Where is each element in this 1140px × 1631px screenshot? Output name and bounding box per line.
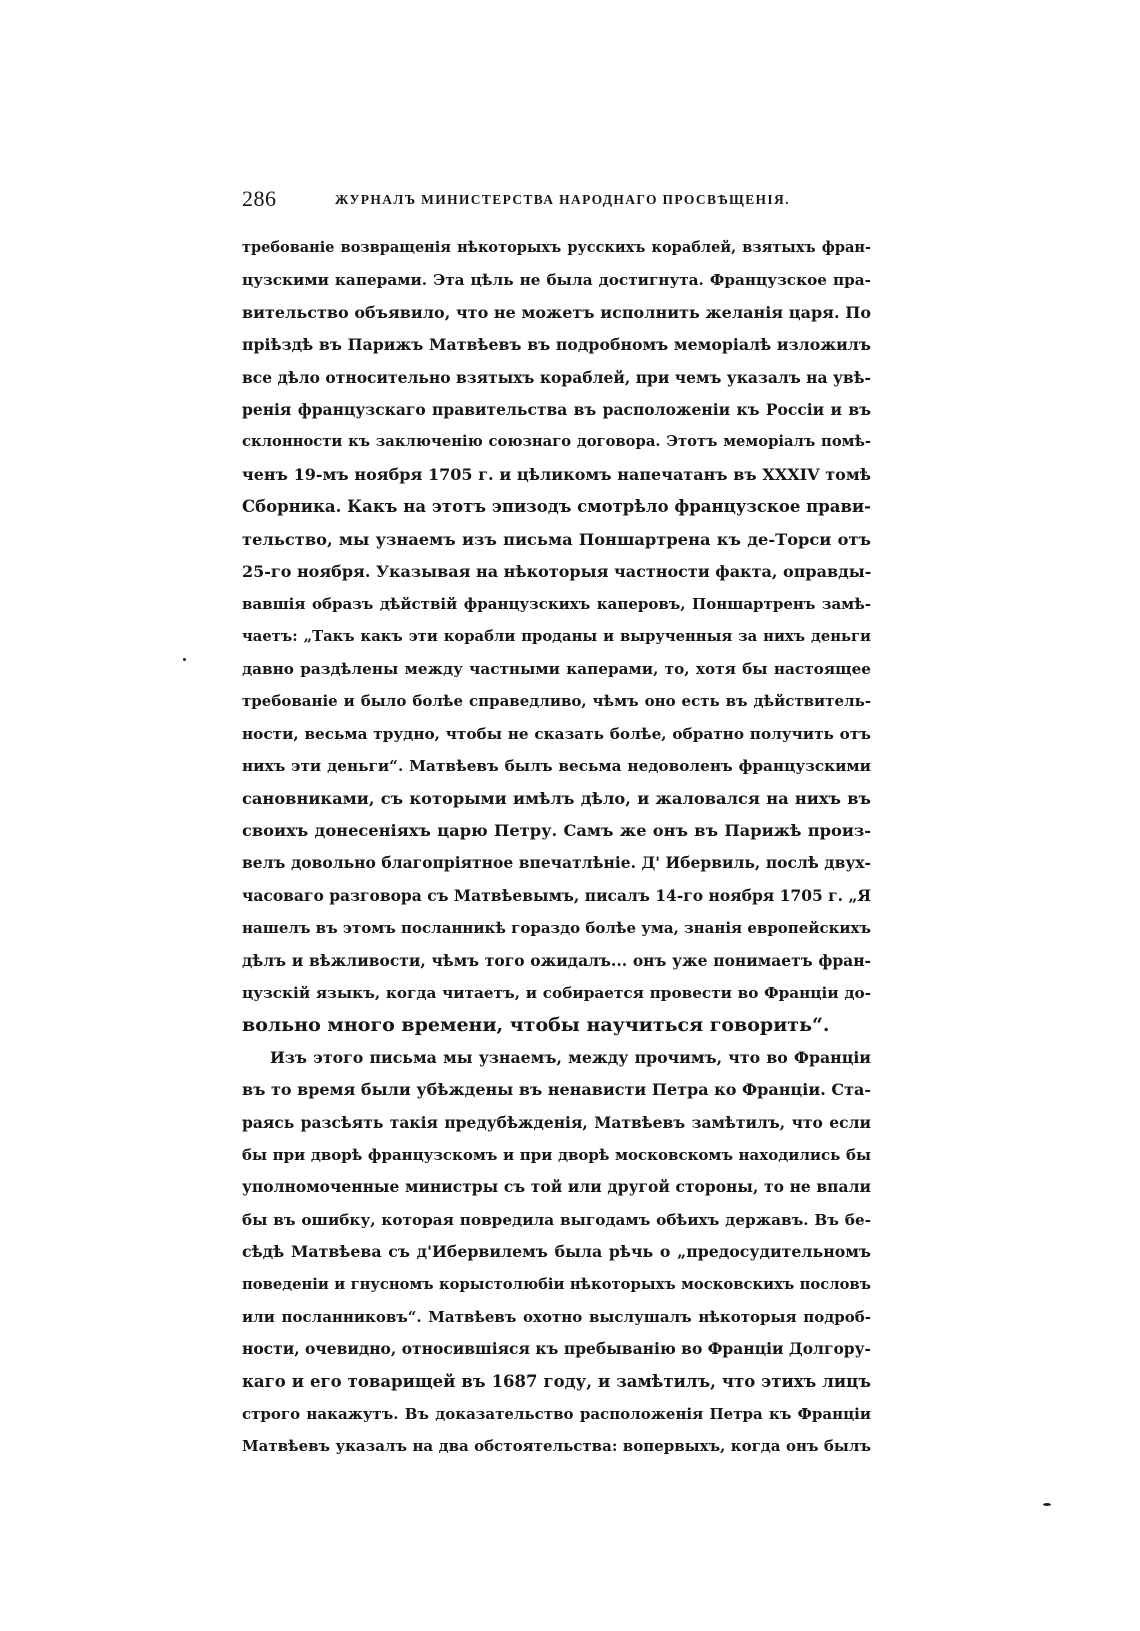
text-line: строго накажутъ. Въ доказательство расположенія Петра къ Франціи [242,1405,871,1424]
text-line: склонности къ заключенію союзнаго договора. Этотъ меморіалъ помѣ- [242,433,871,451]
paragraph-1 [242,232,871,1042]
text-line: Изъ этого письма мы узнаемъ, между прочимъ, что во Франціи [270,1047,871,1067]
text-line: велъ довольно благопріятное впечатлѣніе. Д' Ибервиль, послѣ двух- [242,853,871,873]
text-line: бы при дворѣ французскомъ и при дворѣ московскомъ находились бы [242,1145,871,1164]
text-line: ности, весьма трудно, чтобы не сказать болѣе, обратно получить отъ [242,724,871,743]
text-line: ренія французскаго правительства въ расположеніи къ Россіи и въ [242,399,871,419]
page-header [242,186,870,216]
paragraph-2 [242,1042,871,1463]
text-line: давно раздѣлены между частными каперами, то, хотя бы настоящее [242,660,871,679]
text-line: цузскими каперами. Эта цѣль не была достигнута. Французское пра- [242,271,871,290]
text-line: ности, очевидно, относившіяся къ пребыванію во Франціи Долгору- [242,1339,871,1359]
text-line: 25-го ноября. Указывая на нѣкоторыя частности факта, оправды- [242,561,871,581]
text-line: тельство, мы узнаемъ изъ письма Поншартрена къ де-Торси отъ [242,529,871,549]
text-line: часоваго разговора съ Матвѣевымъ, писалъ 14-го ноября 1705 г. „Я [242,885,871,905]
text-line: уполномоченные министры съ той или другой стороны, то не впали [242,1177,871,1197]
scan-speck [183,658,186,661]
text-line: Сборника. Какъ на этотъ эпизодъ смотрѣло французское прави- [242,497,871,517]
text-line: вительство объявило, что не можетъ исполнить желанія царя. По [242,302,871,322]
page-number: 286 [242,186,277,211]
running-title: ЖУРНАЛЪ МИНИСТЕРСТВА НАРОДНАГО ПРОСВѢЩЕНІЯ. [335,192,790,207]
text-line: нихъ эти деньги“. Матвѣевъ былъ весьма недоволенъ французскими [242,757,871,776]
text-line: поведеніи и гнусномъ корыстолюбіи нѣкоторыхъ московскихъ пословъ [242,1275,871,1293]
text-line: дѣлъ и вѣжливости, чѣмъ того ожидалъ... онъ уже понимаетъ фран- [242,950,871,970]
text-line: все дѣло относительно взятыхъ кораблей, при чемъ указалъ на увѣ- [242,367,871,387]
text-line: требованіе возвращенія нѣкоторыхъ русскихъ кораблей, взятыхъ фран- [242,239,871,256]
text-line: чаетъ: „Такъ какъ эти корабли проданы и вырученныя за нихъ деньги [242,627,871,645]
text-line: пріѣздѣ въ Парижъ Матвѣевъ въ подробномъ меморіалѣ изложилъ [242,335,871,355]
body-text [242,232,871,1463]
text-line: требованіе и было болѣе справедливо, чѣмъ оно есть въ дѣйствитель- [242,692,871,711]
text-line: каго и его товарищей въ 1687 году, и замѣтилъ, что этихъ лицъ [242,1371,871,1391]
text-line: нашелъ въ этомъ посланникѣ гораздо болѣе ума, знанія европейскихъ [242,919,871,938]
text-line: бы въ ошибку, которая повредила выгодамъ обѣихъ державъ. Въ бе- [242,1210,871,1229]
text-line: въ то время были убѣждены въ ненависти Петра ко Франціи. Ста- [242,1080,871,1100]
text-line: вавшія образъ дѣйствій французскихъ каперовъ, Поншартренъ замѣ- [242,595,871,614]
text-line: своихъ донесеніяхъ царю Петру. Самъ же онъ въ Парижѣ произ- [242,821,871,841]
text-line: цузскій языкъ, когда читаетъ, и собирается провести во Франціи до- [242,983,871,1002]
scan-speck [1043,1503,1051,1506]
text-line: ченъ 19-мъ ноября 1705 г. и цѣликомъ напечатанъ въ XXXIV томѣ [242,464,871,484]
text-line: вольно много времени, чтобы научиться говорить“. [242,1014,830,1037]
text-line: или посланниковъ“. Матвѣевъ охотно выслушалъ нѣкоторыя подроб- [242,1307,871,1326]
text-line: сѣдѣ Матвѣева съ д'Ибервилемъ была рѣчь о „предосудительномъ [242,1242,871,1262]
text-line: Матвѣевъ указалъ на два обстоятельства: вопервыхъ, когда онъ былъ [242,1437,871,1456]
text-line: сановниками, съ которыми имѣлъ дѣло, и жаловался на нихъ въ [242,788,871,808]
text-line: раясь разсѣять такія предубѣжденія, Матвѣевъ замѣтилъ, что если [242,1112,871,1132]
